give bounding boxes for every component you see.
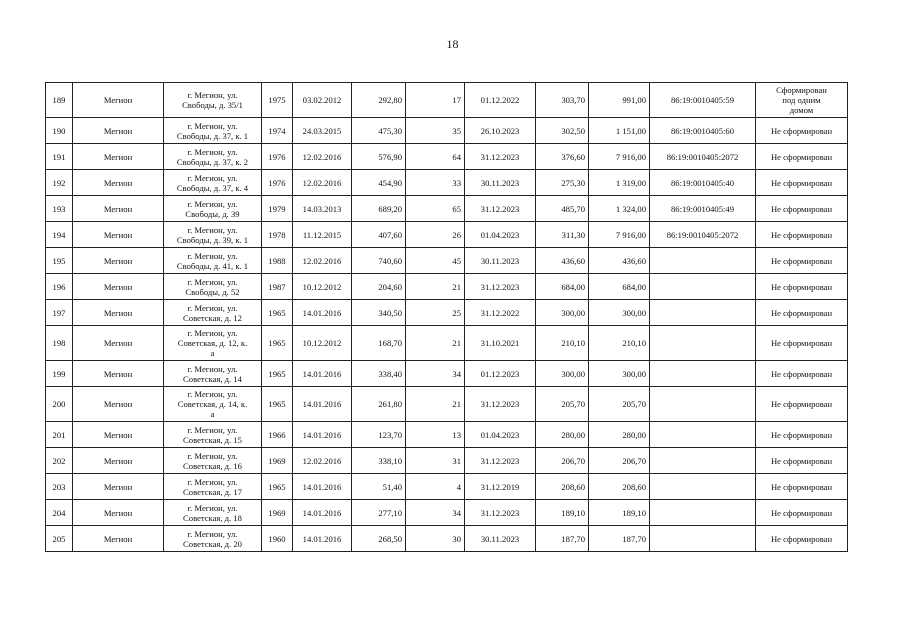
cell-count: 4: [406, 474, 465, 500]
cell-amount: 311,30: [536, 222, 589, 248]
cell-status-line: Не сформирован: [770, 533, 833, 544]
cell-date: 30.11.2023: [465, 526, 536, 552]
table-row: [46, 248, 848, 274]
cell-address-line: Свободы, д. 39: [185, 208, 240, 219]
cell-area: 407,60: [352, 222, 406, 248]
cell-city: Мегион: [73, 83, 164, 118]
cell-date: 30.11.2023: [465, 248, 536, 274]
cell-year: 1969: [262, 448, 293, 474]
cell-amount: 1 319,00: [589, 170, 650, 196]
table-row: [46, 222, 848, 248]
cell-amount: 275,30: [536, 170, 589, 196]
cell-status: [756, 474, 848, 500]
cell-row-number: 196: [46, 274, 73, 300]
cell-date: 12.02.2016: [293, 170, 352, 196]
cell-row-number: 203: [46, 474, 73, 500]
cell-date: 03.02.2012: [293, 83, 352, 118]
cell-address-line: Советская, д. 20: [183, 538, 242, 549]
cell-address-line: г. Мегион, ул.: [187, 424, 238, 435]
cell-status: [756, 222, 848, 248]
cell-year: 1976: [262, 144, 293, 170]
table-row: [46, 422, 848, 448]
cell-cadastral-number: [650, 274, 756, 300]
cell-status: [756, 196, 848, 222]
cell-row-number: 198: [46, 326, 73, 361]
cell-date: 31.12.2023: [465, 387, 536, 422]
cell-address-line: г. Мегион, ул.: [187, 476, 238, 487]
cell-row-number: 199: [46, 361, 73, 387]
cell-area: 51,40: [352, 474, 406, 500]
cell-area: 689,20: [352, 196, 406, 222]
cell-status-line: Не сформирован: [770, 281, 833, 292]
cell-status-line: домом: [789, 105, 814, 115]
cell-area: 340,50: [352, 300, 406, 326]
cell-address-line: г. Мегион, ул.: [187, 90, 238, 100]
cell-row-number: 201: [46, 422, 73, 448]
cell-count: 65: [406, 196, 465, 222]
cell-area: 268,50: [352, 526, 406, 552]
cell-amount: 280,00: [589, 422, 650, 448]
cell-address-line: г. Мегион, ул.: [187, 528, 238, 539]
cell-year: 1965: [262, 326, 293, 361]
cell-status-line: Не сформирован: [770, 307, 833, 318]
cell-address-line: Советская, д. 14, к.: [177, 399, 248, 409]
table-row: [46, 83, 848, 118]
cell-date: 12.02.2016: [293, 248, 352, 274]
cell-address: [164, 118, 262, 144]
cell-city: Мегион: [73, 248, 164, 274]
cell-address: [164, 222, 262, 248]
cell-address: [164, 248, 262, 274]
cell-status-line: Не сформирован: [770, 368, 833, 379]
cell-amount: 300,00: [536, 361, 589, 387]
cell-address-line: Свободы, д. 37, к. 4: [176, 182, 249, 193]
cell-status: [756, 248, 848, 274]
cell-row-number: 191: [46, 144, 73, 170]
cell-date: 31.10.2021: [465, 326, 536, 361]
cell-row-number: 200: [46, 387, 73, 422]
cell-cadastral-number: [650, 474, 756, 500]
cell-status: [756, 326, 848, 361]
cell-address-line: г. Мегион, ул.: [187, 302, 238, 313]
cell-date: 14.01.2016: [293, 500, 352, 526]
cell-count: 21: [406, 387, 465, 422]
cell-status-line: под одним: [782, 95, 821, 105]
cell-city: Мегион: [73, 448, 164, 474]
cell-city: Мегион: [73, 422, 164, 448]
cell-address: [164, 326, 262, 361]
cell-count: 26: [406, 222, 465, 248]
cell-count: 33: [406, 170, 465, 196]
cell-date: 12.02.2016: [293, 448, 352, 474]
cell-status: [756, 144, 848, 170]
cell-date: 14.01.2016: [293, 474, 352, 500]
cell-date: 11.12.2015: [293, 222, 352, 248]
cell-amount: 1 151,00: [589, 118, 650, 144]
cell-amount: 1 324,00: [589, 196, 650, 222]
cell-address: [164, 144, 262, 170]
cell-year: 1969: [262, 500, 293, 526]
cell-status: [756, 500, 848, 526]
table-row: [46, 474, 848, 500]
cell-address-line: г. Мегион, ул.: [187, 146, 238, 157]
table-row: [46, 170, 848, 196]
cell-amount: 208,60: [589, 474, 650, 500]
cell-address-line: Свободы, д. 39, к. 1: [176, 234, 249, 245]
table-row: [46, 118, 848, 144]
cell-status-line: Не сформирован: [770, 507, 833, 518]
cell-address-line: г. Мегион, ул.: [187, 363, 238, 374]
cell-amount: 210,10: [589, 326, 650, 361]
cell-address-line: г. Мегион, ул.: [187, 276, 238, 287]
cell-address-line: Советская, д. 16: [183, 460, 242, 471]
cell-address: [164, 474, 262, 500]
cell-count: 35: [406, 118, 465, 144]
cell-amount: 7 916,00: [589, 222, 650, 248]
cell-year: 1979: [262, 196, 293, 222]
cell-address-line: Свободы, д. 41, к. 1: [176, 260, 249, 271]
cell-address-line: а: [210, 348, 215, 358]
cell-status-line: Не сформирован: [770, 338, 833, 348]
cell-amount: 205,70: [589, 387, 650, 422]
cell-year: 1960: [262, 526, 293, 552]
cell-count: 31: [406, 448, 465, 474]
page-number: 18: [446, 37, 459, 51]
cell-row-number: 204: [46, 500, 73, 526]
cell-status: [756, 83, 848, 118]
cell-cadastral-number: 86:19:0010405:2072: [650, 144, 756, 170]
cell-date: 01.12.2022: [465, 83, 536, 118]
cell-address-line: г. Мегион, ул.: [187, 450, 238, 461]
cell-city: Мегион: [73, 196, 164, 222]
cell-count: 34: [406, 361, 465, 387]
cell-address-line: Советская, д. 18: [183, 512, 242, 523]
table-row: [46, 144, 848, 170]
cell-status-line: Не сформирован: [770, 203, 833, 214]
cell-address: [164, 83, 262, 118]
cell-amount: 436,60: [536, 248, 589, 274]
cell-status-line: Не сформирован: [770, 429, 833, 440]
cell-row-number: 202: [46, 448, 73, 474]
cell-date: 01.12.2023: [465, 361, 536, 387]
housing-registry-table: [45, 82, 848, 552]
cell-amount: 280,00: [536, 422, 589, 448]
cell-year: 1978: [262, 222, 293, 248]
cell-area: 204,60: [352, 274, 406, 300]
cell-cadastral-number: 86:19:0010405:40: [650, 170, 756, 196]
cell-date: 31.12.2023: [465, 274, 536, 300]
cell-city: Мегион: [73, 144, 164, 170]
cell-row-number: 194: [46, 222, 73, 248]
cell-address-line: г. Мегион, ул.: [187, 198, 238, 209]
cell-address-line: г. Мегион, ул.: [187, 120, 238, 131]
cell-address-line: Свободы, д. 35/1: [182, 100, 243, 110]
cell-amount: 189,10: [536, 500, 589, 526]
cell-date: 31.12.2023: [465, 448, 536, 474]
cell-date: 14.01.2016: [293, 361, 352, 387]
cell-cadastral-number: [650, 422, 756, 448]
cell-amount: 436,60: [589, 248, 650, 274]
cell-row-number: 197: [46, 300, 73, 326]
cell-year: 1974: [262, 118, 293, 144]
cell-year: 1987: [262, 274, 293, 300]
cell-date: 10.12.2012: [293, 326, 352, 361]
cell-area: 123,70: [352, 422, 406, 448]
cell-address-line: г. Мегион, ул.: [187, 328, 238, 338]
cell-city: Мегион: [73, 387, 164, 422]
table-row: [46, 526, 848, 552]
cell-address-line: Свободы, д. 37, к. 1: [176, 130, 249, 141]
cell-amount: 376,60: [536, 144, 589, 170]
cell-address: [164, 500, 262, 526]
cell-city: Мегион: [73, 361, 164, 387]
cell-amount: 206,70: [536, 448, 589, 474]
cell-address-line: Советская, д. 17: [183, 486, 242, 497]
cell-year: 1988: [262, 248, 293, 274]
cell-cadastral-number: 86:19:0010405:2072: [650, 222, 756, 248]
cell-area: 168,70: [352, 326, 406, 361]
cell-count: 30: [406, 526, 465, 552]
cell-row-number: 195: [46, 248, 73, 274]
cell-status: [756, 526, 848, 552]
cell-row-number: 193: [46, 196, 73, 222]
cell-city: Мегион: [73, 500, 164, 526]
table-row: [46, 500, 848, 526]
cell-count: 34: [406, 500, 465, 526]
cell-status: [756, 300, 848, 326]
cell-date: 31.12.2023: [465, 500, 536, 526]
cell-city: Мегион: [73, 274, 164, 300]
cell-city: Мегион: [73, 474, 164, 500]
cell-address-line: а: [210, 409, 215, 419]
table-row: [46, 387, 848, 422]
cell-count: 21: [406, 274, 465, 300]
cell-year: 1975: [262, 83, 293, 118]
cell-amount: 991,00: [589, 83, 650, 118]
cell-status: [756, 274, 848, 300]
cell-area: 475,30: [352, 118, 406, 144]
cell-status: [756, 387, 848, 422]
cell-status-line: Не сформирован: [770, 229, 833, 240]
table-row: [46, 274, 848, 300]
cell-city: Мегион: [73, 118, 164, 144]
cell-amount: 300,00: [589, 300, 650, 326]
cell-status-line: Не сформирован: [770, 125, 833, 136]
cell-address-line: г. Мегион, ул.: [187, 250, 238, 261]
cell-row-number: 189: [46, 83, 73, 118]
cell-area: 740,60: [352, 248, 406, 274]
cell-address-line: г. Мегион, ул.: [187, 224, 238, 235]
cell-status-line: Не сформирован: [770, 255, 833, 266]
cell-date: 30.11.2023: [465, 170, 536, 196]
cell-city: Мегион: [73, 170, 164, 196]
cell-amount: 684,00: [589, 274, 650, 300]
cell-date: 31.12.2019: [465, 474, 536, 500]
cell-amount: 485,70: [536, 196, 589, 222]
cell-row-number: 205: [46, 526, 73, 552]
cell-amount: 300,00: [589, 361, 650, 387]
table-row: [46, 361, 848, 387]
cell-area: 261,80: [352, 387, 406, 422]
cell-address: [164, 387, 262, 422]
cell-city: Мегион: [73, 222, 164, 248]
cell-amount: 206,70: [589, 448, 650, 474]
cell-amount: 208,60: [536, 474, 589, 500]
cell-area: 338,40: [352, 361, 406, 387]
cell-year: 1976: [262, 170, 293, 196]
cell-amount: 189,10: [589, 500, 650, 526]
cell-amount: 187,70: [589, 526, 650, 552]
cell-date: 31.12.2022: [465, 300, 536, 326]
cell-address: [164, 300, 262, 326]
cell-amount: 303,70: [536, 83, 589, 118]
cell-status-line: Не сформирован: [770, 151, 833, 162]
cell-amount: 300,00: [536, 300, 589, 326]
cell-status: [756, 118, 848, 144]
table-row: [46, 326, 848, 361]
cell-cadastral-number: 86:19:0010405:60: [650, 118, 756, 144]
cell-address: [164, 274, 262, 300]
cell-status: [756, 170, 848, 196]
cell-year: 1965: [262, 300, 293, 326]
cell-address-line: Советская, д. 14: [183, 373, 242, 384]
cell-amount: 684,00: [536, 274, 589, 300]
cell-date: 01.04.2023: [465, 222, 536, 248]
cell-status-line: Сформирован: [776, 85, 827, 95]
cell-area: 292,80: [352, 83, 406, 118]
cell-status: [756, 422, 848, 448]
cell-address-line: Советская, д. 15: [183, 434, 242, 445]
cell-address-line: г. Мегион, ул.: [187, 502, 238, 513]
cell-count: 45: [406, 248, 465, 274]
table-row: [46, 196, 848, 222]
cell-address-line: г. Мегион, ул.: [187, 389, 238, 399]
cell-date: 31.12.2023: [465, 196, 536, 222]
cell-area: 338,10: [352, 448, 406, 474]
cell-address: [164, 422, 262, 448]
cell-city: Мегион: [73, 326, 164, 361]
cell-year: 1965: [262, 387, 293, 422]
cell-address: [164, 196, 262, 222]
cell-cadastral-number: 86:19:0010405:59: [650, 83, 756, 118]
cell-area: 277,10: [352, 500, 406, 526]
cell-status-line: Не сформирован: [770, 481, 833, 492]
cell-cadastral-number: [650, 526, 756, 552]
cell-row-number: 190: [46, 118, 73, 144]
cell-year: 1965: [262, 361, 293, 387]
cell-count: 13: [406, 422, 465, 448]
cell-city: Мегион: [73, 526, 164, 552]
cell-status-line: Не сформирован: [770, 399, 833, 409]
cell-address-line: Советская, д. 12, к.: [177, 338, 248, 348]
cell-address: [164, 170, 262, 196]
cell-count: 25: [406, 300, 465, 326]
cell-cadastral-number: [650, 326, 756, 361]
cell-status: [756, 361, 848, 387]
cell-amount: 187,70: [536, 526, 589, 552]
cell-address: [164, 526, 262, 552]
cell-cadastral-number: [650, 248, 756, 274]
cell-date: 14.01.2016: [293, 422, 352, 448]
cell-cadastral-number: [650, 361, 756, 387]
cell-amount: 210,10: [536, 326, 589, 361]
cell-year: 1966: [262, 422, 293, 448]
cell-amount: 7 916,00: [589, 144, 650, 170]
cell-address: [164, 448, 262, 474]
cell-cadastral-number: 86:19:0010405:49: [650, 196, 756, 222]
cell-year: 1965: [262, 474, 293, 500]
cell-address: [164, 361, 262, 387]
cell-date: 31.12.2023: [465, 144, 536, 170]
cell-status: [756, 448, 848, 474]
cell-cadastral-number: [650, 300, 756, 326]
cell-address-line: Советская, д. 12: [183, 312, 242, 323]
cell-cadastral-number: [650, 387, 756, 422]
cell-date: 26.10.2023: [465, 118, 536, 144]
table-body: [46, 83, 848, 552]
cell-amount: 205,70: [536, 387, 589, 422]
cell-date: 01.04.2023: [465, 422, 536, 448]
table-row: [46, 448, 848, 474]
cell-status-line: Не сформирован: [770, 177, 833, 188]
cell-cadastral-number: [650, 448, 756, 474]
cell-count: 64: [406, 144, 465, 170]
cell-date: 14.03.2013: [293, 196, 352, 222]
cell-status-line: Не сформирован: [770, 455, 833, 466]
cell-row-number: 192: [46, 170, 73, 196]
cell-address-line: г. Мегион, ул.: [187, 172, 238, 183]
cell-date: 24.03.2015: [293, 118, 352, 144]
cell-amount: 302,50: [536, 118, 589, 144]
cell-count: 17: [406, 83, 465, 118]
cell-city: Мегион: [73, 300, 164, 326]
cell-area: 576,90: [352, 144, 406, 170]
cell-cadastral-number: [650, 500, 756, 526]
cell-address-line: Свободы, д. 52: [185, 286, 240, 297]
cell-date: 14.01.2016: [293, 387, 352, 422]
cell-date: 10.12.2012: [293, 274, 352, 300]
cell-date: 12.02.2016: [293, 144, 352, 170]
cell-count: 21: [406, 326, 465, 361]
cell-date: 14.01.2016: [293, 300, 352, 326]
table-row: [46, 300, 848, 326]
cell-date: 14.01.2016: [293, 526, 352, 552]
cell-address-line: Свободы, д. 37, к. 2: [176, 156, 249, 167]
cell-area: 454,90: [352, 170, 406, 196]
